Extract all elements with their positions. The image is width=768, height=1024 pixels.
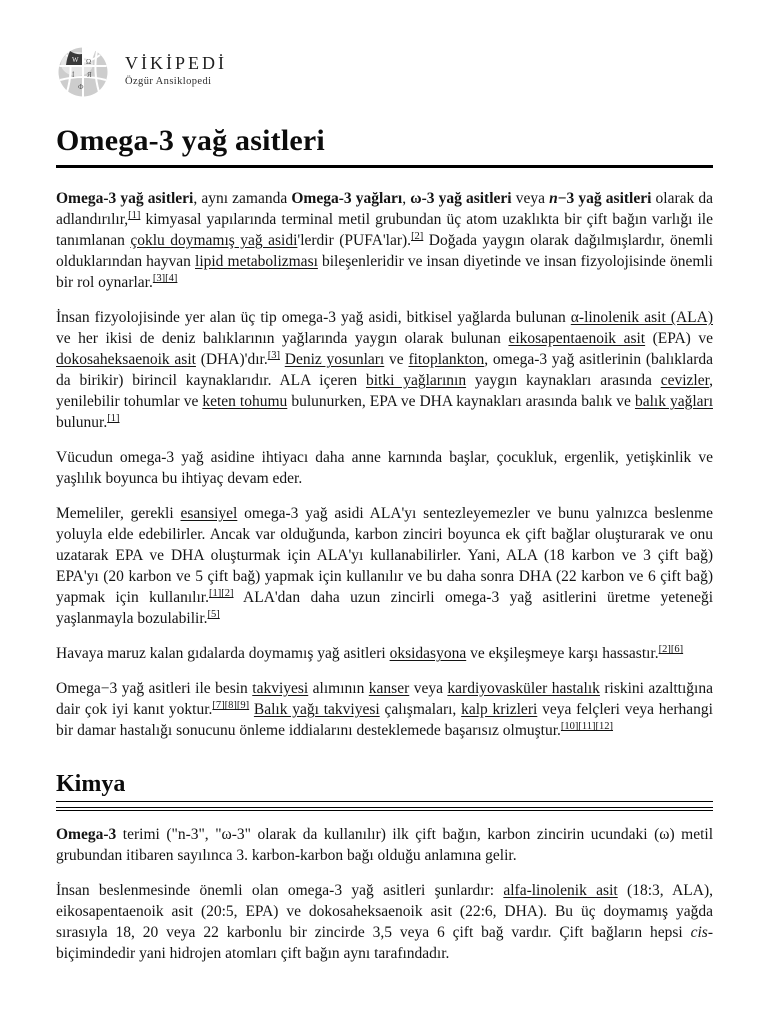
wikipedia-header bbox=[56, 46, 713, 98]
wiki-link[interactable]: Deniz yosunları bbox=[284, 351, 385, 368]
wiki-link[interactable]: alfa-linolenik asit bbox=[503, 882, 618, 899]
reference-link[interactable]: [2][6] bbox=[658, 643, 684, 655]
wiki-link[interactable]: fitoplankton bbox=[408, 351, 485, 368]
paragraph-intro-2: İnsan fizyolojisinde yer alan üç tip omega-3 yağ asidi, bitkisel yağlarda bulunan α-linolenik asit (ALA) ve her ikisi de deniz balıklarının yağlarında yaygın olarak bulunan eikosapentaenoik asit (EPA) ve dokosaheksaenoik asit (DHA)'dır.[3] Deniz yosunları ve fitoplankton, omega-3 yağ asitlerinin (balıklarda da birikir) birincil kaynaklarıdır. ALA içeren bitki yağlarının yaygın kaynakları arasında cevizler, yenilebilir tohumlar ve keten tohumu bulunurken, EPA ve DHA kaynakları arasında balık ve balık yağları bulunur.[1] bbox=[56, 309, 714, 431]
svg-text:Ω: Ω bbox=[86, 58, 92, 66]
svg-text:İ: İ bbox=[72, 71, 75, 79]
text-run: −3 yağ asitleri bbox=[557, 190, 652, 207]
wiki-link[interactable]: kanser bbox=[368, 680, 410, 697]
wiki-link[interactable]: α-linolenik asit (ALA) bbox=[570, 309, 713, 326]
text-run: n bbox=[549, 190, 558, 207]
wikipedia-globe-icon bbox=[56, 46, 110, 98]
reference-link[interactable]: [7][8][9] bbox=[212, 699, 250, 711]
page-title: Omega-3 yağ asitleri bbox=[56, 124, 713, 168]
logo-tagline: Özgür Ansiklopedi bbox=[125, 76, 212, 87]
wiki-link[interactable]: oksidasyona bbox=[389, 645, 467, 662]
reference-link[interactable]: [1] bbox=[107, 412, 120, 424]
reference-link[interactable]: [5] bbox=[207, 608, 220, 620]
wiki-link[interactable]: esansiyel bbox=[180, 505, 238, 522]
svg-text:Ф: Ф bbox=[78, 83, 84, 91]
wiki-link[interactable]: lipid metabolizması bbox=[195, 253, 318, 270]
wiki-link[interactable]: balık yağları bbox=[634, 393, 713, 410]
text-run: cis bbox=[690, 924, 708, 941]
reference-link[interactable]: [10][11][12] bbox=[560, 720, 614, 732]
text-run: Omega-3 bbox=[56, 826, 117, 843]
wiki-link[interactable]: keten tohumu bbox=[202, 393, 288, 410]
wiki-link[interactable]: çoklu doymamış yağ asidi bbox=[130, 232, 298, 249]
reference-link[interactable]: [1][2] bbox=[208, 587, 234, 599]
wiki-link[interactable]: dokosaheksaenoik asit bbox=[56, 351, 196, 368]
reference-link[interactable]: [1] bbox=[128, 209, 141, 221]
reference-link[interactable]: [3] bbox=[267, 349, 280, 361]
text-run: Omega-3 yağ asitleri bbox=[56, 190, 194, 207]
logo-text-block bbox=[125, 46, 227, 87]
paragraph-kimya-1: Omega-3 terimi ("n-3", "ω-3" olarak da kullanılır) ilk çift bağın, karbon zincirin ucundaki (ω) metil grubundan itibaren sayılınca 3. karbon-karbon bağı olduğu anlamına gelir. bbox=[56, 826, 713, 864]
wikipedia-logo[interactable] bbox=[56, 46, 110, 98]
text-run: Omega-3 yağları bbox=[291, 190, 403, 207]
wiki-link[interactable]: cevizler bbox=[660, 372, 710, 389]
paragraph-intro-4: Memeliler, gerekli esansiyel omega-3 yağ asidi ALA'yı sentezleyemezler ve bunu yalnızca beslenme yoluyla elde edebilirler. Ancak var olduğunda, karbon zinciri boyunca ek çift bağlar oluşturarak ve onu uzatarak EPA ve DHA oluşturmak için ALA'yı kullanabilirler. Yani, ALA (18 karbon ve 3 çift bağ) EPA'yı (20 karbon ve 5 çift bağ) yapmak için kullanılır ve bu daha sonra DHA (22 karbon ve 6 çift bağ) yapmak için kullanılır.[1][2] ALA'dan daha uzun zincirli omega-3 yağ asitlerini üretme yeteneği yaşlanmayla bozulabilir.[5] bbox=[56, 505, 714, 627]
paragraph-intro-1: Omega-3 yağ asitleri, aynı zamanda Omega-3 yağları, ω-3 yağ asitleri veya n−3 yağ asitleri olarak da adlandırılır,[1] kimyasal yapılarında terminal metil grubundan üç atom uzaklıkta bir çift bağın varlığı ile tanımlanan çoklu doymamış yağ asidi'lerdir (PUFA'lar).[2] Doğada yaygın olarak dağılmışlardır, önemli olduklarından hayvan lipid metabolizması bileşenleridir ve insan diyetinde ve insan fizyolojisinde önemli bir rol oynarlar.[3][4] bbox=[56, 190, 714, 291]
section-divider bbox=[56, 807, 713, 811]
section-heading-kimya: Kimya bbox=[56, 771, 713, 802]
wiki-link[interactable]: kardiyovasküler hastalık bbox=[447, 680, 600, 697]
wiki-link[interactable]: kalp krizleri bbox=[461, 701, 538, 718]
article-body bbox=[56, 188, 713, 964]
paragraph-intro-6: Omega−3 yağ asitleri ile besin takviyesi alımının kanser veya kardiyovasküler hastalık riskini azalttığına dair çok iyi kanıt yoktur.[7][8][9] Balık yağı takviyesi çalışmaları, kalp krizleri veya felçleri veya herhangi bir damar hastalığı sonucunu önleme iddialarını desteklemede başarısız olmuştur.[10][11][12] bbox=[56, 680, 713, 739]
wiki-link[interactable]: bitki yağlarının bbox=[365, 372, 467, 389]
logo-wordmark[interactable]: VİKİPEDİ bbox=[125, 53, 227, 73]
paragraph-intro-5: Havaya maruz kalan gıdalarda doymamış yağ asitleri oksidasyona ve ekşileşmeye karşı hassastır.[2][6] bbox=[56, 643, 684, 662]
wiki-link[interactable]: eikosapentaenoik asit bbox=[508, 330, 646, 347]
wiki-link[interactable]: Balık yağı takviyesi bbox=[253, 701, 380, 718]
svg-text:W: W bbox=[72, 56, 79, 64]
wiki-link[interactable]: takviyesi bbox=[252, 680, 309, 697]
text-run: ω-3 yağ asitleri bbox=[410, 190, 512, 207]
paragraph-intro-3: Vücudun omega-3 yağ asidine ihtiyacı daha anne karnında başlar, çocukluk, ergenlik, yetişkinlik ve yaşlılık boyunca bu ihtiyaç devam eder. bbox=[56, 449, 713, 487]
reference-link[interactable]: [2] bbox=[411, 230, 424, 242]
paragraph-kimya-2: İnsan beslenmesinde önemli olan omega-3 yağ asitleri şunlardır: alfa-linolenik asit (18:3, ALA), eikosapentaenoik asit (20:5, EPA) ve dokosaheksaenoik asit (22:6, DHA). Bu üç doymamış yağda sırasıyla 18, 20 veya 22 karbonlu bir zincirde 3,5 veya 6 çift bağ vardır. Çift bağların hepsi cis-biçimindedir yani hidrojen atomları çift bağın aynı tarafındadır. bbox=[56, 882, 713, 962]
reference-link[interactable]: [3][4] bbox=[152, 272, 178, 284]
svg-text:Я: Я bbox=[87, 71, 92, 79]
